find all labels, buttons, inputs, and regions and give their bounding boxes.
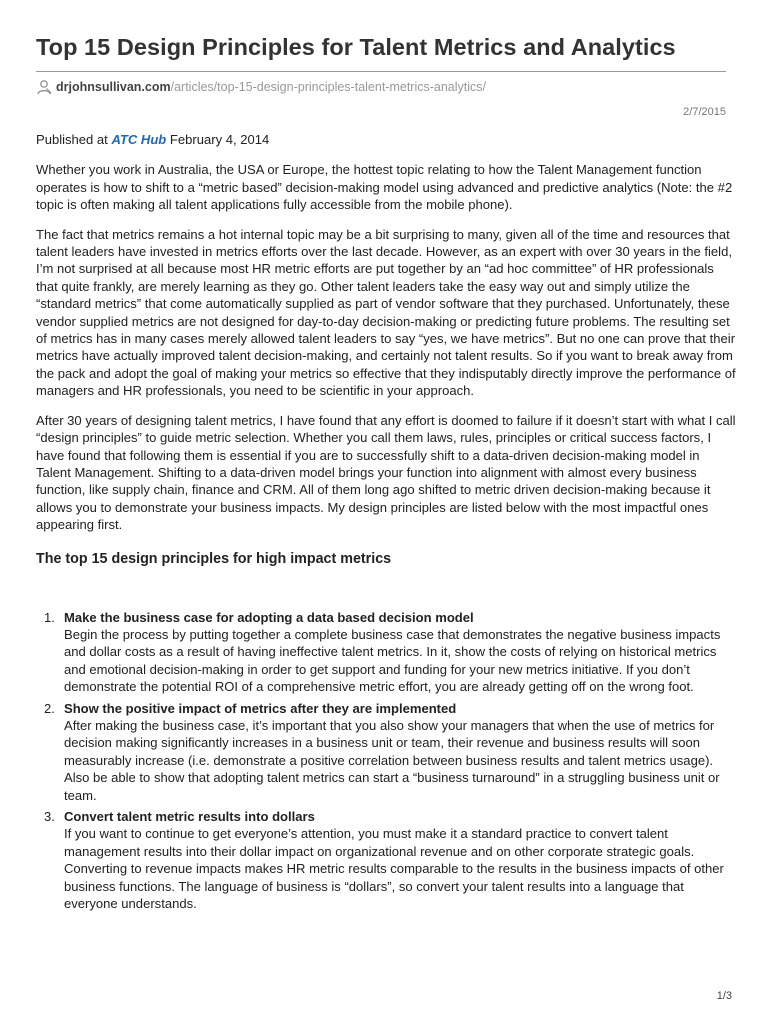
print-date: 2/7/2015: [683, 106, 726, 118]
source-line: [36, 79, 486, 95]
list-number: 1.: [44, 609, 55, 625]
section-heading: The top 15 design principles for high impact metrics: [36, 550, 392, 567]
list-number: 3.: [44, 809, 55, 824]
list-item: [36, 609, 736, 696]
list-number: 2.: [44, 700, 55, 716]
principle-title: Show the positive impact of metrics after they are implemented: [64, 700, 457, 716]
published-date: February 4, 2014: [166, 132, 270, 147]
design-principles-paragraph: After 30 years of designing talent metrics, I have found that any effort is doomed to failure if it doesn’t start with what I call “design principles” to guide metric selection. Whether you call them laws, rules, principles or critical success factors, I have found that following them is essential if you are to successfully shift to a data-driven decision-making model in Talent Management. Shifting to a data-driven model brings your function into alignment with almost every business function, like supply chain, finance and CRM. All of them long ago shifted to metric driven decision-making because it allows you to demonstrate your business impacts. My design principles are listed below with the most impactful ones appearing first.: [36, 412, 736, 533]
title-divider: [36, 71, 726, 72]
principle-title: Make the business case for adopting a data based decision model: [64, 609, 474, 625]
intro-paragraph: Whether you work in Australia, the USA or Europe, the hottest topic relating to how the Talent Management function operates is how to shift to a “metric based” decision-making model using advanced and predictive analytics (Note: the #2 topic is often making all talent applications fully accessible from the mobile phone).: [36, 162, 733, 213]
published-prefix: Published at: [36, 132, 112, 147]
atc-hub-link[interactable]: ATC Hub: [111, 132, 167, 147]
source-path[interactable]: /articles/top-15-design-principles-talent-metrics-analytics/: [170, 80, 487, 94]
principle-title: Convert talent metric results into dollars: [64, 809, 315, 824]
list-item: [36, 700, 736, 804]
published-line: [36, 131, 736, 148]
metrics-paragraph: The fact that metrics remains a hot internal topic may be a bit surprising to many, given all of the time and resources that talent leaders have invested in metrics efforts over the last decade. However, as an expert with over 30 years in the field, I’m not surprised at all because most HR metric efforts are put together by an “ad hoc committee” of HR professionals that quite frankly, are merely learning as they go. Other talent leaders take the easy way out and simply utilize the “standard metrics” that come automatically supplied as part of vendor software that they purchased. Unfortunately, these vendor supplied metrics are not designed for day-to-day decision-making or predicting future problems. The resulting set of metrics has in many cases merely allowed talent leaders to say “yes, we have metrics”. But no one can prove that their metrics have actually improved talent decision-making, and certainly not talent results. So if you want to break away from the pack and adopt the goal of making your metrics so effective that they indisputably directly improve the performance of managers and HR professionals, you need to be scientific in your approach.: [36, 226, 736, 399]
principle-body: After making the business case, it’s important that you also show your managers that when the use of metrics for decision making significantly increases in a business unit or team, their revenue and business results will soon measurably increase (i.e. demonstrate a positive correlation between business results and talent metrics usage). Also be able to show that adopting talent metrics can start a “business turnaround” in a struggling business unit or team.: [64, 717, 720, 803]
article-title: Top 15 Design Principles for Talent Metrics and Analytics: [36, 34, 676, 60]
article-body: [36, 131, 736, 916]
principles-list: [36, 609, 736, 913]
principle-body: If you want to continue to get everyone’s attention, you must make it a standard practice to convert talent management results into their dollar impact on organizational revenue and on other corporate strategic goals. Converting to revenue impacts makes HR metric results comparable to the results in the business impacts of other business functions. The language of business is “dollars”, so convert your talent results into a language that everyone understands.: [64, 826, 724, 912]
page-number: 1/3: [716, 990, 732, 1002]
principle-body: Begin the process by putting together a complete business case that demonstrates the negative business impacts and dollar costs as a result of having ineffective talent metrics. In it, show the costs of relying on historical metrics and emotional decision-making in order to get support and funding for your new metrics initiative. If you don’t demonstrate the potential ROI of a comprehensive metric effort, you are already getting off on the wrong foot.: [64, 626, 721, 695]
list-item: [36, 808, 736, 912]
user-icon: [36, 79, 52, 95]
source-domain[interactable]: drjohnsullivan.com: [56, 80, 171, 94]
